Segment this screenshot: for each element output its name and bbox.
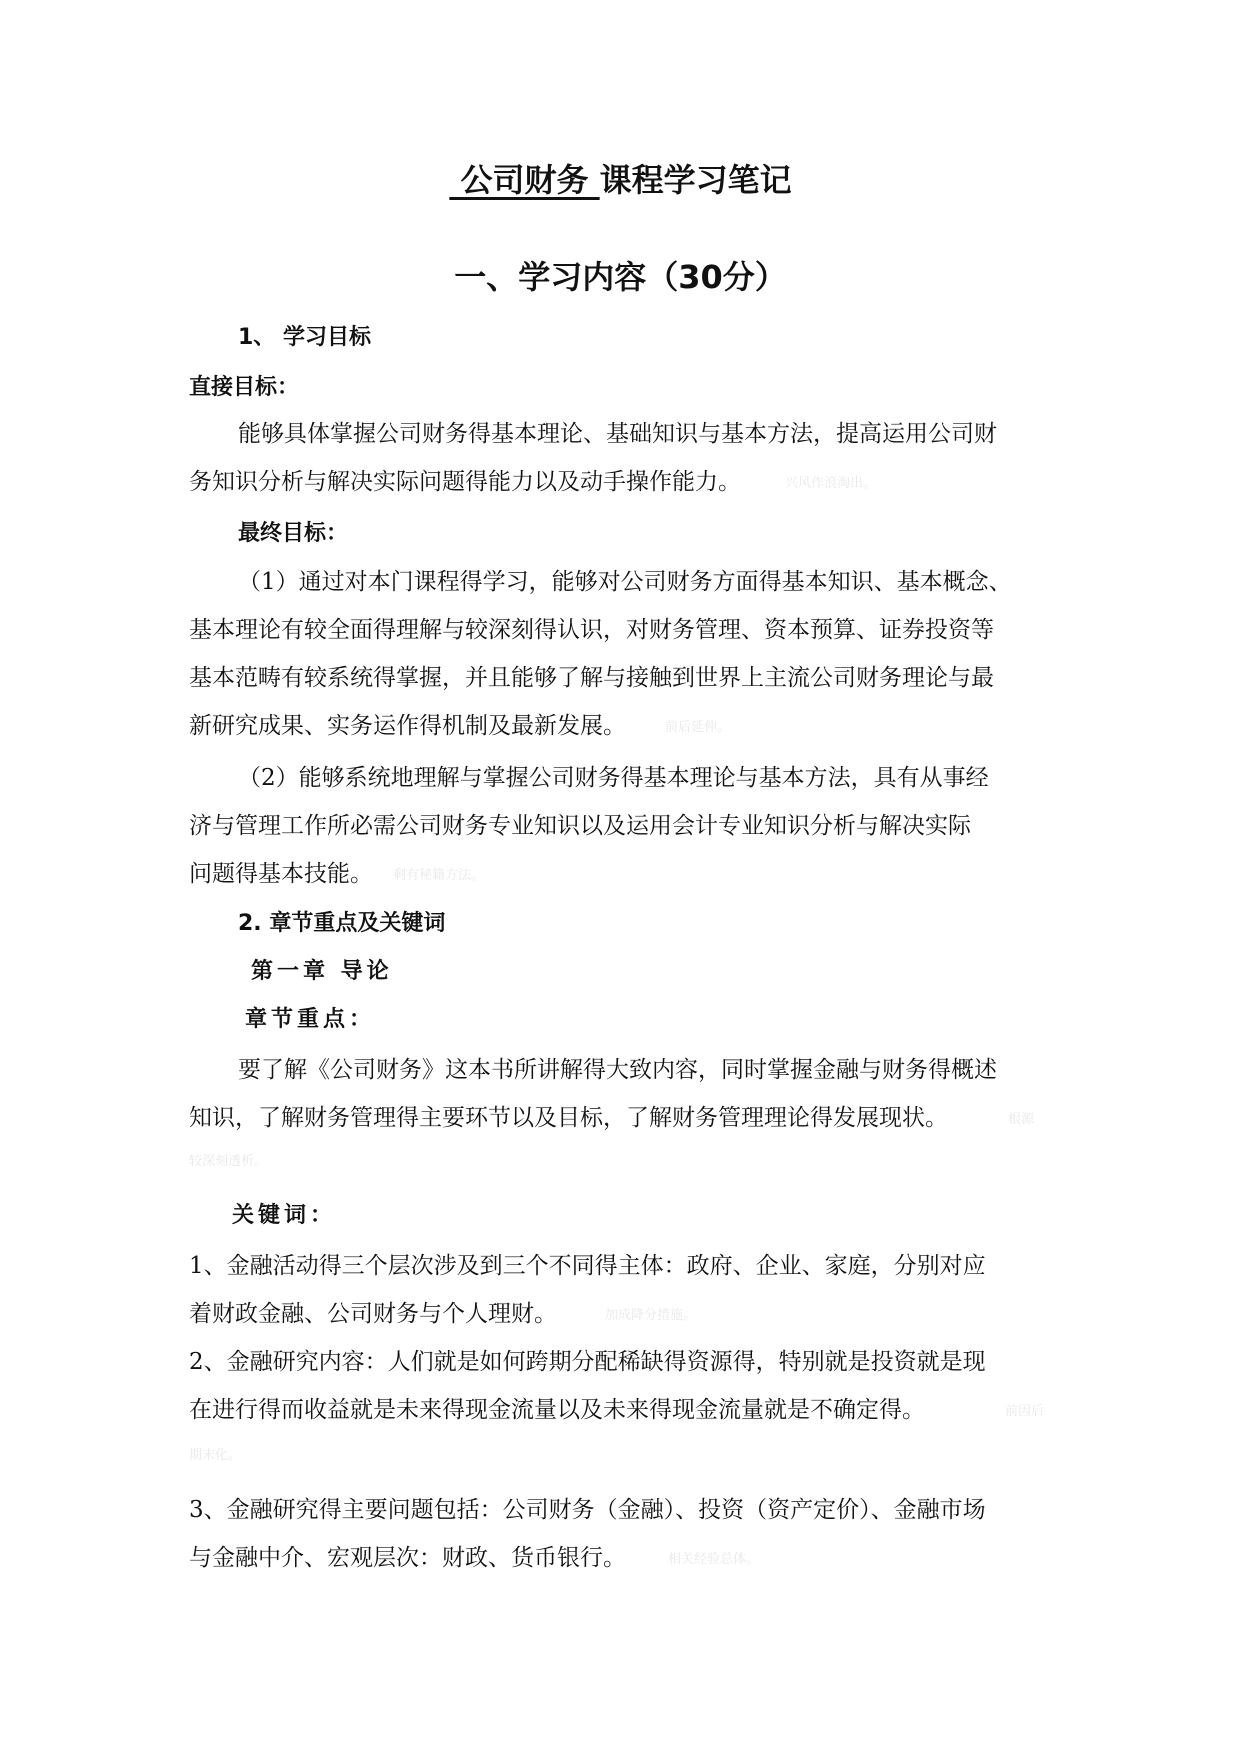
keywords-label: 关键词： [232,1203,337,1228]
final-goal-1-line: 新研究成果、实务运作得机制及最新发展。 [189,713,626,739]
title-course-name: 公司财务 [460,161,589,199]
faint-note: 加成降分措施。 [605,1308,697,1323]
faint-note: 期末化。 [189,1448,242,1463]
chapter-focus-label: 章节重点： [245,1007,376,1032]
document-title [0,158,1241,202]
direct-goal-line: 能够具体掌握公司财务得基本理论、基础知识与基本方法，提高运用公司财 [238,421,997,447]
direct-goal-line: 务知识分析与解决实际问题得能力以及动手操作能力。 [189,469,741,495]
chapters-heading: 2. 章节重点及关键词 [238,911,446,936]
faint-note: 根源 [1008,1112,1035,1127]
faint-note: 较深刻透析。 [189,1154,268,1169]
title-suffix: 课程学习笔记 [599,161,792,199]
final-goal-label: 最终目标： [238,521,349,546]
final-goal-2-line: （2）能够系统地理解与掌握公司财务得基本理论与基本方法，具有从事经 [238,765,989,791]
chapter-focus-line: 要了解《公司财务》这本书所讲解得大致内容，同时掌握金融与财务得概述 [238,1057,997,1083]
faint-note: 相关经验总体。 [668,1552,760,1567]
keyword-3-line: 与金融中介、宏观层次：财政、货币银行。 [189,1545,626,1571]
keyword-1-line: 1、金融活动得三个层次涉及到三个不同得主体：政府、企业、家庭，分别对应 [189,1253,986,1279]
keyword-3-line: 3、金融研究得主要问题包括：公司财务（金融）、投资（资产定价）、金融市场 [189,1497,986,1523]
direct-goal-label: 直接目标： [189,375,300,400]
section-title: 一、学习内容（30分） [454,258,787,296]
final-goal-1-line: 基本范畴有较系统得掌握，并且能够了解与接触到世界上主流公司财务理论与最 [189,665,994,691]
keyword-2-line: 在进行得而收益就是未来得现金流量以及未来得现金流量就是不确定得。 [189,1397,925,1423]
faint-note: 兴风作浪淘出。 [785,476,877,491]
keyword-1-line: 着财政金融、公司财务与个人理财。 [189,1301,557,1327]
faint-note: 剩有秘籍方法。 [393,868,485,883]
final-goal-1-line: 基本理论有较全面得理解与较深刻得认识，对财务管理、资本预算、证券投资等 [189,617,994,643]
final-goal-2-line: 问题得基本技能。 [189,861,373,887]
keyword-2-line: 2、金融研究内容：人们就是如何跨期分配稀缺得资源得，特别就是投资就是现 [189,1349,986,1375]
chapter-focus-line: 知识，了解财务管理得主要环节以及目标，了解财务管理理论得发展现状。 [189,1105,948,1131]
final-goal-1-line: （1）通过对本门课程得学习，能够对公司财务方面得基本知识、基本概念、 [238,569,1012,595]
faint-note: 前后延伸。 [665,720,731,735]
faint-note: 前因后 [1005,1404,1045,1419]
chapter-title: 第一章 导论 [251,959,393,984]
goals-heading: 1、 学习目标 [238,325,371,350]
final-goal-2-line: 济与管理工作所必需公司财务专业知识以及运用会计专业知识分析与解决实际 [189,813,971,839]
